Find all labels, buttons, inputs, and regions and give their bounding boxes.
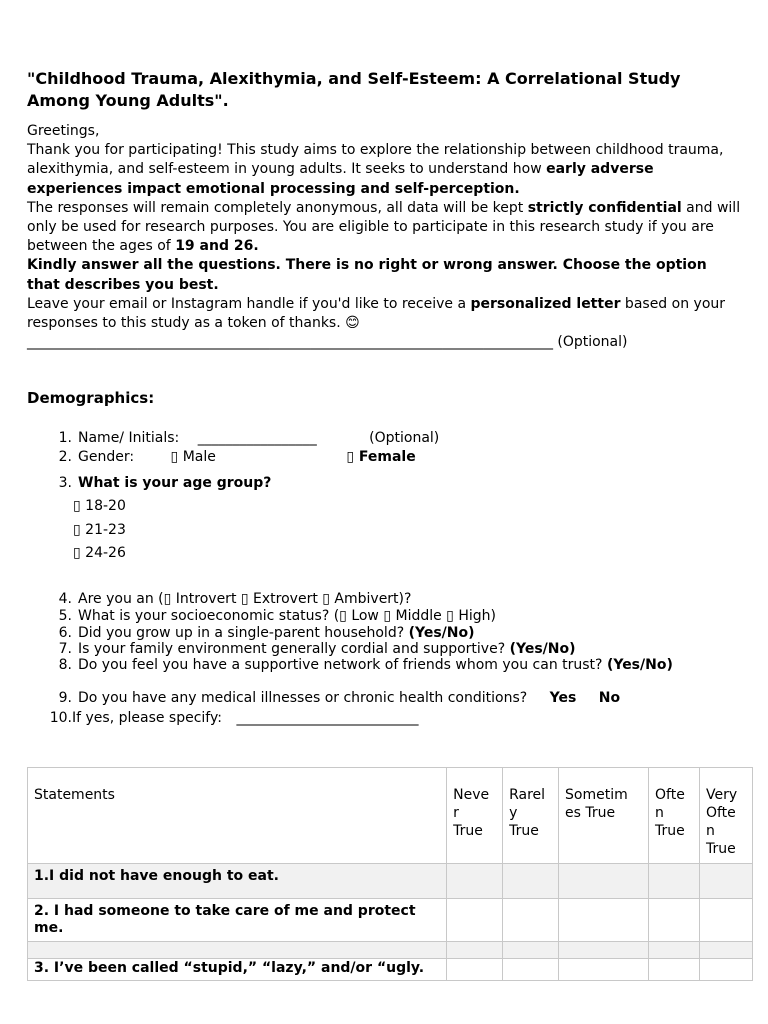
response-cell[interactable] xyxy=(503,942,559,959)
response-cell[interactable] xyxy=(559,942,649,959)
response-cell[interactable] xyxy=(699,942,752,959)
contact-blank[interactable]: ____________________________________________________________________________ xyxy=(27,334,553,351)
question-number: 4. xyxy=(58,591,72,607)
question-text: Did you grow up in a single-parent household? xyxy=(78,625,409,641)
question-gender xyxy=(49,449,416,466)
checkbox-icon[interactable]: ▯ xyxy=(73,498,81,514)
header-statements: Statements xyxy=(28,768,447,864)
question-number: 8. xyxy=(58,657,72,673)
no-option[interactable]: No xyxy=(598,690,621,706)
question-name xyxy=(49,430,439,447)
intro-paragraph-2 xyxy=(27,199,743,257)
question-specify xyxy=(49,710,418,727)
statement-cell: 1.I did not have enough to eat. xyxy=(28,864,447,899)
option-label: 18-20 xyxy=(85,498,126,514)
specify-blank[interactable]: __________________________ xyxy=(236,710,419,726)
yes-no-choice[interactable]: (Yes/No) xyxy=(408,625,475,641)
contact-line[interactable] xyxy=(27,333,743,352)
yes-option[interactable]: Yes xyxy=(549,690,577,706)
yes-no-choice[interactable]: (Yes/No) xyxy=(606,657,673,673)
question-medical xyxy=(49,690,620,707)
intro-text: Leave your email or Instagram handle if you'd like to receive a xyxy=(27,295,471,312)
study-title: "Childhood Trauma, Alexithymia, and Self-Esteem: A Correlational Study Among Young Adults". xyxy=(27,69,681,110)
response-cell[interactable] xyxy=(447,942,503,959)
header-sometimes-true: Sometim es True xyxy=(559,768,649,864)
question-socioeconomic xyxy=(49,608,496,625)
response-cell[interactable] xyxy=(503,959,559,981)
question-number: 5. xyxy=(58,608,72,624)
checkbox-icon[interactable]: ▯ xyxy=(73,545,81,561)
gender-male-option[interactable] xyxy=(171,449,216,465)
optional-label: (Optional) xyxy=(552,334,628,351)
option-label: Male xyxy=(182,449,216,465)
table-row xyxy=(28,899,753,942)
yes-no-choice[interactable]: (Yes/No) xyxy=(509,641,576,657)
response-cell[interactable] xyxy=(649,899,700,942)
checkbox-icon[interactable]: ▯ xyxy=(170,449,179,465)
header-often-true: Ofte n True xyxy=(649,768,700,864)
gender-female-option[interactable] xyxy=(346,449,415,465)
intro-section xyxy=(27,122,743,352)
demographics-heading: Demographics: xyxy=(27,389,155,407)
name-blank[interactable]: _________________ xyxy=(197,430,317,446)
question-number: 3. xyxy=(58,475,72,491)
table-row xyxy=(28,864,753,899)
question-text: Is your family environment generally cordial and supportive? xyxy=(78,641,510,657)
header-rarely-true: Rarel y True xyxy=(503,768,559,864)
response-cell[interactable] xyxy=(447,959,503,981)
response-cell[interactable] xyxy=(447,899,503,942)
checkbox-icon[interactable]: ▯ xyxy=(346,449,355,465)
option-label: 21-23 xyxy=(85,522,126,538)
question-text[interactable]: Are you an (▯ Introvert ▯ Extrovert ▯ Ambivert)? xyxy=(78,591,412,607)
question-label: Gender: xyxy=(78,449,135,465)
question-number: 9. xyxy=(58,690,72,706)
question-number: 10. xyxy=(49,710,72,726)
greeting: Greetings, xyxy=(27,123,100,139)
intro-paragraph-3 xyxy=(27,256,743,294)
question-text[interactable]: What is your socioeconomic status? (▯ Low ▯ Middle ▯ High) xyxy=(78,608,496,624)
intro-bold: strictly confidential xyxy=(527,199,682,216)
question-number: 1. xyxy=(58,430,72,446)
question-age-group xyxy=(49,475,271,492)
question-friends-network xyxy=(49,657,673,674)
statement-cell xyxy=(28,942,447,959)
response-cell[interactable] xyxy=(559,864,649,899)
table-row xyxy=(28,959,753,981)
question-label: What is your age group? xyxy=(78,475,272,491)
instruction-text: Kindly answer all the questions. There is no right or wrong answer. Choose the option that describes you best. xyxy=(27,257,707,293)
intro-bold: early adverse experiences impact emotional processing and self-perception. xyxy=(27,161,654,197)
question-number: 2. xyxy=(58,449,72,465)
table-header-row xyxy=(28,768,753,864)
intro-bold: personalized letter xyxy=(470,295,621,312)
response-cell[interactable] xyxy=(559,959,649,981)
statements-table xyxy=(27,767,753,981)
statement-cell: 2. I had someone to take care of me and protect me. xyxy=(28,899,447,942)
question-label: Name/ Initials: xyxy=(78,430,180,446)
response-cell[interactable] xyxy=(649,864,700,899)
intro-text: and will only be used for research purposes. You are eligible to participate in this research study if you are between the ages of xyxy=(27,199,741,255)
table-row xyxy=(28,942,753,959)
response-cell[interactable] xyxy=(699,864,752,899)
response-cell[interactable] xyxy=(503,864,559,899)
header-very-often-true: Very Ofte n True xyxy=(699,768,752,864)
question-text: If yes, please specify: xyxy=(72,710,222,726)
optional-label: (Optional) xyxy=(369,430,440,446)
intro-paragraph-4 xyxy=(27,295,743,333)
response-cell[interactable] xyxy=(649,959,700,981)
age-option-18-20[interactable] xyxy=(73,498,126,514)
response-cell[interactable] xyxy=(447,864,503,899)
header-never-true: Neve r True xyxy=(447,768,503,864)
response-cell[interactable] xyxy=(559,899,649,942)
response-cell[interactable] xyxy=(503,899,559,942)
intro-text: Thank you for participating! This study aims to explore the relationship between childhood trauma, alexithymia, and self-esteem in young adults. It seeks to understand how xyxy=(27,142,724,178)
statement-cell: 3. I’ve been called “stupid,” “lazy,” and/or “ugly. xyxy=(28,959,447,981)
question-number: 7. xyxy=(58,641,72,657)
question-family-environment xyxy=(49,641,576,658)
question-text: Do you have any medical illnesses or chronic health conditions? xyxy=(78,690,528,706)
option-label: 24-26 xyxy=(85,545,126,561)
age-option-24-26[interactable] xyxy=(73,545,126,561)
response-cell[interactable] xyxy=(649,942,700,959)
question-personality xyxy=(49,591,411,608)
question-single-parent xyxy=(49,625,475,642)
intro-text: based on your responses to this study as a token of thanks. 😊 xyxy=(27,295,726,332)
question-number: 6. xyxy=(58,625,72,641)
age-option-21-23[interactable] xyxy=(73,522,126,538)
intro-text: The responses will remain completely anonymous, all data will be kept xyxy=(27,199,528,216)
checkbox-icon[interactable]: ▯ xyxy=(73,522,81,538)
response-cell[interactable] xyxy=(699,959,752,981)
response-cell[interactable] xyxy=(699,899,752,942)
intro-paragraph-1 xyxy=(27,141,743,199)
option-label: Female xyxy=(358,449,416,465)
question-text: Do you feel you have a supportive network of friends whom you can trust? xyxy=(78,657,607,673)
intro-bold: 19 and 26. xyxy=(175,238,259,255)
